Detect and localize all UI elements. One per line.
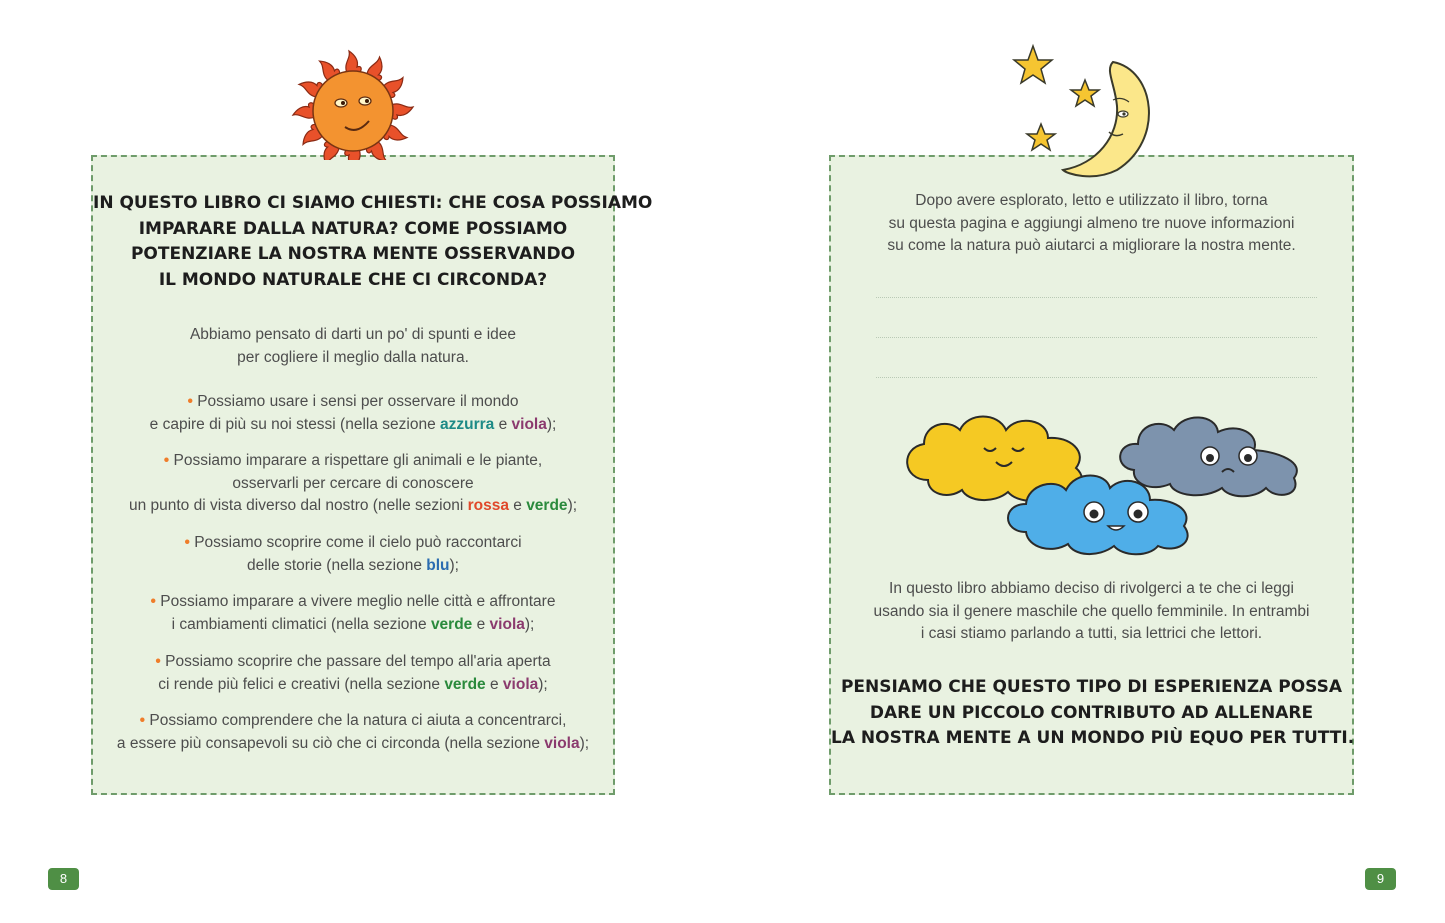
star-icon bbox=[1071, 80, 1099, 106]
section-keyword-blu: blu bbox=[426, 556, 450, 574]
section-keyword-rossa: rossa bbox=[467, 497, 509, 514]
bullet-icon: • bbox=[163, 452, 170, 469]
gender-note-paragraph bbox=[831, 578, 1352, 646]
bullet-icon: • bbox=[187, 393, 193, 410]
writing-line[interactable] bbox=[876, 377, 1317, 378]
closing-line: DARE UN PICCOLO CONTRIBUTO AD ALLENARE bbox=[869, 702, 1314, 723]
item-text: e bbox=[494, 415, 512, 433]
cloud-grey-icon bbox=[1120, 417, 1297, 496]
item-text: ); bbox=[579, 734, 590, 752]
intro-line: per cogliere il meglio dalla natura. bbox=[237, 348, 469, 366]
item-text: e capire di più su noi stessi (nella sezione bbox=[149, 415, 441, 433]
closing-statement bbox=[831, 675, 1355, 752]
bullet-icon: • bbox=[155, 653, 161, 670]
list-item bbox=[93, 710, 613, 755]
writing-line[interactable] bbox=[876, 297, 1317, 298]
section-keyword-verde: verde bbox=[430, 615, 473, 633]
left-page-panel bbox=[91, 155, 653, 795]
item-text: ci rende più felici e creativi (nella sezione bbox=[158, 675, 445, 693]
note-line: In questo libro abbiamo deciso di rivolgerci a te che ci leggi bbox=[889, 580, 1294, 597]
writing-line[interactable] bbox=[876, 337, 1317, 338]
page-number-left: 8 bbox=[48, 868, 79, 890]
heading-line: IN QUESTO LIBRO CI SIAMO CHIESTI: CHE COSA POSSIAMO bbox=[93, 193, 653, 213]
star-icon bbox=[1027, 124, 1055, 150]
item-text: un punto di vista diverso dal nostro (nelle sezioni bbox=[128, 497, 468, 514]
item-text: ); bbox=[538, 675, 548, 693]
intro-paragraph bbox=[93, 324, 613, 369]
list-item bbox=[93, 591, 613, 636]
item-text: delle storie (nella sezione bbox=[247, 556, 427, 574]
moon-icon bbox=[1005, 40, 1165, 180]
sun-icon bbox=[275, 38, 431, 160]
list-item bbox=[93, 651, 613, 696]
bullet-icon: • bbox=[150, 593, 156, 610]
section-keyword-viola: viola bbox=[502, 675, 539, 693]
left-page-heading bbox=[93, 191, 653, 293]
item-text: ); bbox=[524, 615, 535, 633]
list-item bbox=[93, 532, 613, 577]
item-text: ); bbox=[567, 497, 578, 514]
item-text: i cambiamenti climatici (nella sezione bbox=[171, 615, 431, 633]
instructions-paragraph bbox=[831, 190, 1352, 258]
clouds-illustration bbox=[898, 408, 1308, 556]
item-text: Possiamo imparare a vivere meglio nelle città e affrontare bbox=[160, 593, 556, 610]
closing-line: LA NOSTRA MENTE A UN MONDO PIÙ EQUO PER TUTTI. bbox=[831, 728, 1355, 748]
section-keyword-viola: viola bbox=[511, 415, 547, 433]
item-text: e bbox=[508, 497, 527, 514]
heading-line: POTENZIARE LA NOSTRA MENTE OSSERVANDO bbox=[130, 244, 576, 264]
star-icon bbox=[1014, 46, 1052, 83]
item-text: ); bbox=[546, 415, 557, 433]
list-item bbox=[93, 391, 613, 436]
item-text: Possiamo usare i sensi per osservare il mondo bbox=[197, 393, 519, 410]
note-line: i casi stiamo parlando a tutti, sia lettrici che lettori. bbox=[920, 625, 1263, 642]
section-keyword-verde: verde bbox=[444, 675, 486, 693]
bullet-icon: • bbox=[184, 534, 190, 551]
page-number-right: 9 bbox=[1365, 868, 1396, 890]
bullet-icon: • bbox=[139, 712, 146, 729]
section-keyword-azzurra: azzurra bbox=[440, 415, 495, 433]
closing-line: PENSIAMO CHE QUESTO TIPO DI ESPERIENZA POSSA bbox=[840, 677, 1343, 697]
section-keyword-viola: viola bbox=[489, 615, 525, 633]
intro-line: Abbiamo pensato di darti un po' di spunti e idee bbox=[189, 326, 517, 343]
item-text: Possiamo imparare a rispettare gli animali e le piante, bbox=[173, 452, 543, 469]
item-text: a essere più consapevoli su ciò che ci circonda (nella sezione bbox=[116, 734, 545, 752]
instructions-line: su come la natura può aiutarci a migliorare la nostra mente. bbox=[887, 237, 1296, 254]
item-text: osservarli per cercare di conoscere bbox=[232, 474, 474, 492]
note-line: usando sia il genere maschile che quello femminile. In entrambi bbox=[873, 602, 1310, 620]
item-text: e bbox=[472, 615, 490, 633]
item-text: ); bbox=[449, 556, 459, 574]
item-text: Possiamo scoprire come il cielo può raccontarci bbox=[194, 534, 522, 551]
item-text: Possiamo comprendere che la natura ci aiuta a concentrarci, bbox=[149, 712, 567, 729]
heading-line: IMPARARE DALLA NATURA? COME POSSIAMO bbox=[138, 218, 568, 239]
list-item bbox=[93, 450, 613, 518]
item-text: e bbox=[485, 675, 503, 693]
section-keyword-verde: verde bbox=[526, 497, 568, 514]
heading-line: IL MONDO NATURALE CHE CI CIRCONDA? bbox=[158, 269, 548, 290]
instructions-line: Dopo avere esplorato, letto e utilizzato il libro, torna bbox=[915, 192, 1268, 209]
instructions-line: su questa pagina e aggiungi almeno tre nuove informazioni bbox=[888, 214, 1295, 232]
section-keyword-viola: viola bbox=[544, 734, 580, 752]
item-text: Possiamo scoprire che passare del tempo all'aria aperta bbox=[165, 653, 551, 670]
